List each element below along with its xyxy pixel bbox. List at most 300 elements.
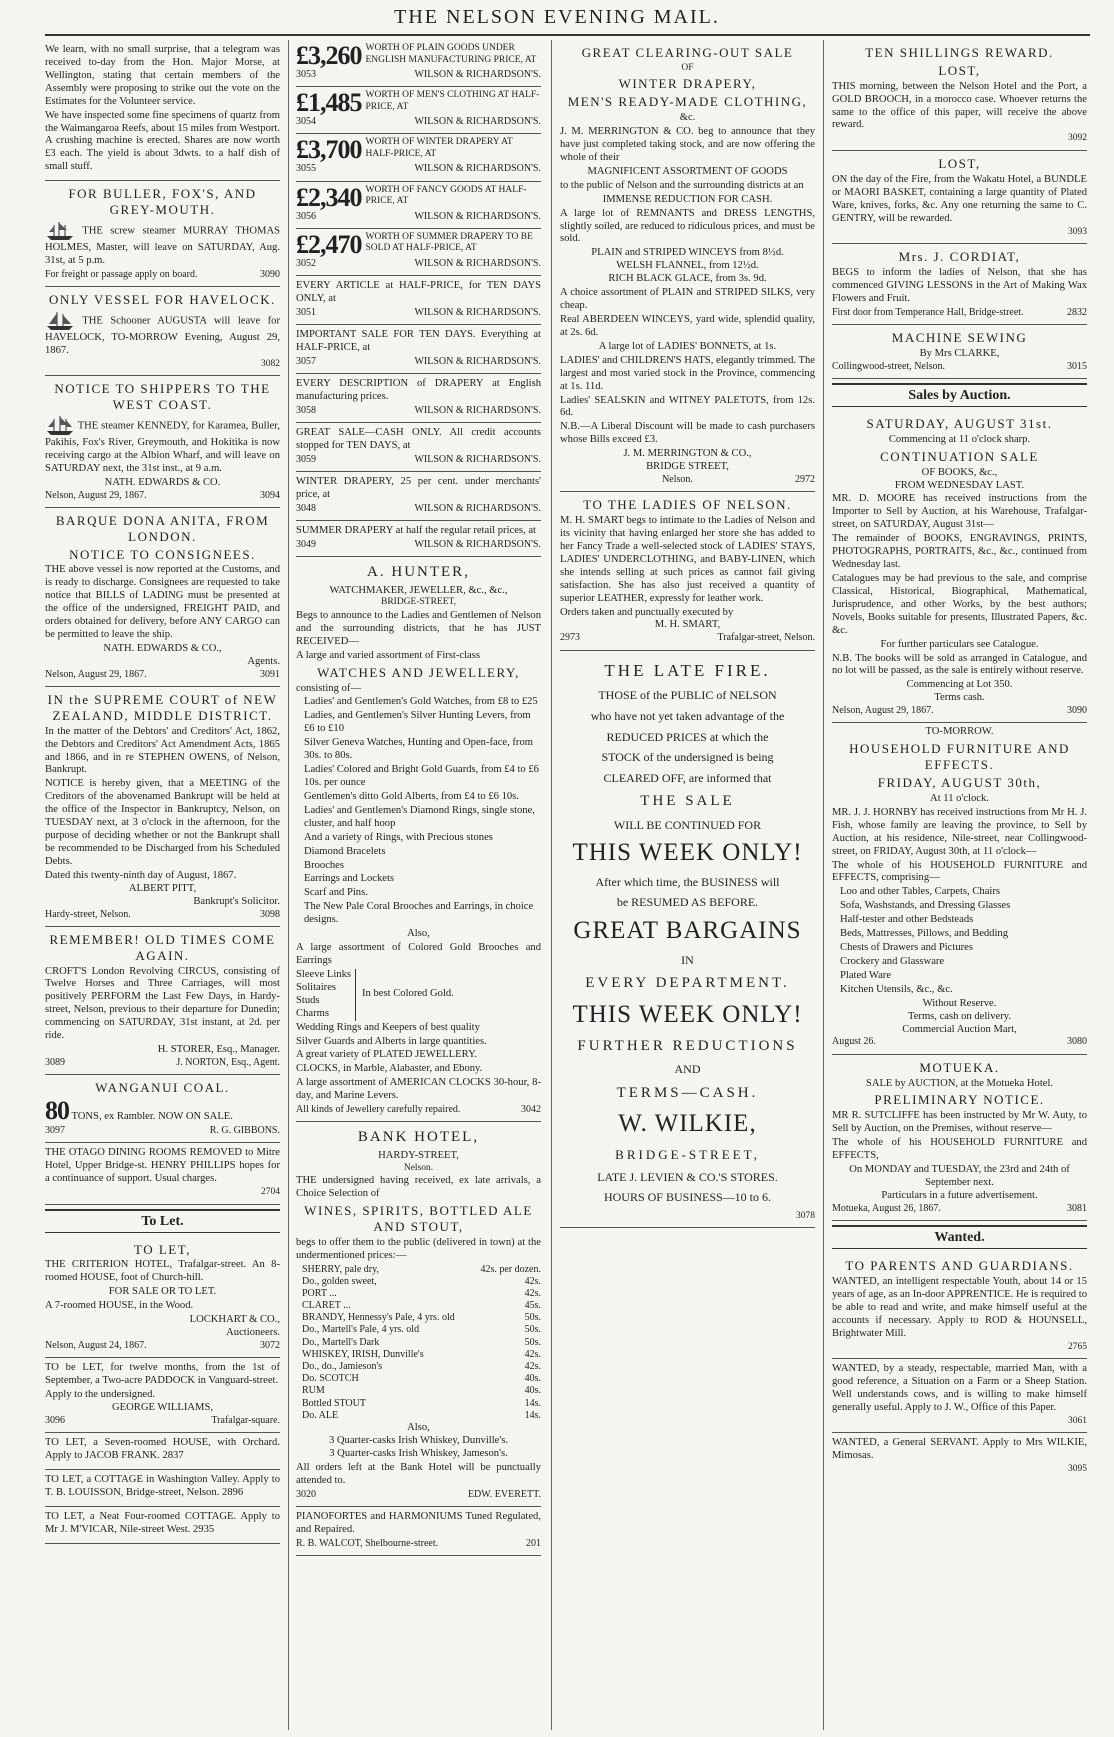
furniture-list [832,886,1087,996]
table-cell-price: 50s. [524,1324,541,1336]
list-item: Earrings and Lockets [304,873,395,885]
advert-text: Also, [407,928,430,940]
jewellery-more-list [296,1022,541,1104]
advert-date: August 26. [832,1036,876,1048]
advert-tolet [45,1470,280,1507]
advert-auction-furniture [832,723,1087,1054]
advert-address: Nelson. [403,1162,434,1173]
table-cell-price: 14s. [524,1409,541,1421]
advert-text: TO be LET, for twelve months, from the 1st of September, a Two-acre PADDOCK in Vanguard-street. [45,1362,280,1387]
advert-text: At 11 o'clock. [930,792,989,804]
advert-text: TONS, ex Rambler. NOW ON SALE. [71,1111,233,1123]
advert-text: EVERY ARTICLE at HALF-PRICE, for TEN DAYS ONLY, at [296,279,541,304]
table-row [296,1337,541,1349]
table-cell-item: Bottled STOUT [302,1397,366,1409]
list-item: Solitaires [296,981,337,993]
advert-ref: 3015 [1067,360,1087,372]
advert-date: Dated this twenty-ninth day of August, 1867. [45,869,237,881]
steamer-icon [45,415,75,437]
table-cell-price: 42s. [524,1287,541,1299]
advert-lost [832,151,1087,244]
advert-tolet [45,1507,280,1544]
list-item: Kitchen Utensils, &c., &c. [840,983,953,995]
advert-heading: WATCHES AND JEWELLERY, [317,664,520,680]
advert-text: WANTED, a General SERVANT. Apply to Mrs WILKIE, Mimosas. [832,1437,1087,1462]
advert-ref: 3048 [296,502,316,514]
advert-ref: 2765 [1068,1341,1087,1352]
list-item: Silver Guards and Alberts in large quantities. [296,1035,487,1047]
advert-text: ON the day of the Fire, from the Wakatu Hotel, a BUNDLE or MAORI BASKET, containing a large quantity of Plated Ware, knives, forks, &c. Any one returning the same to C. GENTRY, will be rewarded. [832,173,1087,224]
column-rule [823,40,824,1730]
advert-text: LADIES' and CHILDREN'S HATS, elegantly trimmed. The largest and most varied stock in the Province, commencing at 1s. 11d. [560,354,815,392]
price-description: WORTH OF SUMMER DRAPERY TO BE SOLD AT HALF-PRICE, AT [365,231,533,254]
table-cell-item: Do., golden sweet, [302,1275,377,1287]
advert-firm: WILSON & RICHARDSON'S. [414,404,541,416]
advert-servant [832,1433,1087,1480]
advert-ref: 3080 [1067,1036,1087,1048]
advert-ref: 3089 [45,1056,65,1068]
advert-piano [296,1507,541,1556]
advert-text: A large and varied assortment of First-class [296,649,480,661]
advert-text: A large lot of LADIES' BONNETS, at 1s. [598,340,777,352]
advert-title: MACHINE SEWING [891,329,1028,345]
advert-text: J. M. MERRINGTON & CO. beg to announce that they have just completed taking stock, and are now offering the whole of their [560,126,815,163]
advert-notice [296,374,541,423]
advert-ref: 3093 [1068,226,1087,237]
advert-title: GREAT CLEARING-OUT SALE [581,45,794,60]
gold-items-list [296,969,356,1021]
advert-ref: 2935 [193,1523,215,1535]
advert-footer [296,454,541,466]
advert-date: Motueka, August 26, 1867. [832,1202,941,1214]
list-item: The New Pale Coral Brooches and Earrings, in choice designs. [304,901,534,926]
advert-heading: WINES, SPIRITS, BOTTLED ALE AND STOUT, [304,1202,533,1234]
advert-ref: 3049 [296,539,316,551]
advert-address: HARDY-STREET, [378,1149,459,1161]
advert-text: THE steamer KENNEDY, for Karamea, Buller, Pakihis, Fox's River, Greymouth, and Hokitika is now receiving cargo at the Albion Wharf, and will leave on SATURDAY next, the 31st inst., at 9 a.m. [45,420,280,474]
list-item: Loo and other Tables, Carpets, Chairs [840,886,1000,898]
advert-ref: 2837 [162,1450,184,1461]
advert-text: Catalogues may be had previous to the sale, and comprise Classical, Historical, Biographical, Mathematical, Jurisprudence, and other Works, by the best authors; Novels, Books suitable for presents, Illustrated Papers, &c. &c. [832,572,1087,636]
advert-text: All kinds of Jewellery carefully repaired. [296,1104,461,1116]
advert-bank-hotel [296,1122,541,1506]
advert-signer: NATH. EDWARDS & CO., [103,642,222,654]
advert-address: Trafalgar-square. [211,1414,280,1426]
advert-text: THE OTAGO DINING ROOMS REMOVED to Mitre Hotel, Upper Bridge-st. HENRY PHILLIPS hopes for a continuance of support. Usual charges. [45,1147,280,1185]
advert-coal [45,1075,280,1143]
advert-ref: 3090 [260,268,280,280]
advert-text: A large lot of REMNANTS and DRESS LENGTHS, slightly soiled, are reduced to ridiculous prices, and must be sold. [560,207,815,245]
list-item: Chests of Drawers and Pictures [840,942,973,954]
advert-heading: IMMENSE REDUCTION FOR CASH. [602,193,773,205]
advert-text: Particulars in a future advertisement. [881,1189,1038,1201]
advert-text: In the matter of the Debtors' and Creditors' Act, 1862, the Debtors and Creditors' Act Amendment Acts, 1865 and 1866, and in re STEPHEN OWENS, of Nelson, Bankrupt. [45,725,280,776]
advert-title: Mrs. J. CORDIAT, [898,249,1021,265]
advert-date: Nelson, August 29, 1867. [45,668,147,680]
advert-text: THE undersigned having received, ex late arrivals, a Choice Selection of [296,1175,541,1200]
price-description: WORTH OF MEN'S CLOTHING AT HALF-PRICE, AT [365,90,540,112]
advert-signer-role: Auctioneers. [226,1327,280,1339]
advert-ref: 2973 [560,632,580,644]
advert-text: A 7-roomed HOUSE, in the Wood. [45,1300,194,1312]
advert-ref: 3078 [796,1210,815,1221]
list-item: Brooches [304,859,345,871]
advert-notice [296,521,541,557]
notice-adverts [296,276,541,557]
advert-title: BARQUE DONA ANITA, FROM LONDON. [55,512,270,544]
advert-line: After which time, the BUSINESS will [595,874,780,889]
advert-text: N.B. The books will be sold as arranged in Catalogue, and no lot will be passed, as the sale is entirely without reserve. [832,652,1087,677]
advert-title: TO PARENTS AND GUARDIANS. [845,1258,1074,1274]
advert-ref: 3058 [296,404,316,416]
news-paragraph: We have inspected some fine specimens of quartz from the Waimangaroa Reefs, about 15 miles from Westport. A crushing machine is erected. Shares are now worth £3 each. The yield is about 3dwts. to a half dish of small stuff. [45,109,280,173]
advert-price [296,229,541,276]
column-2 [296,40,541,1730]
column-1 [45,40,280,1730]
advert-text: MR. J. J. HORNBY has received instructions from Mr H. J. Fish, whose family are leaving the province, to Sell by Auction, at his residence, Nile-street, near Collingwood-street, on FRIDAY, August 30th, at 11 o'clock— [832,806,1087,857]
advert-firm: WILSON & RICHARDSON'S. [414,502,541,514]
advert-ref: 3096 [45,1414,65,1426]
advert-text: In best Colored Gold. [362,988,454,1000]
table-cell-price: 42s. [524,1361,541,1373]
advert-ref: 2896 [221,1486,244,1498]
advert-text: THE Schooner AUGUSTA will leave for HAVELOCK, TO-MORROW Evening, August 29, 1867. [45,315,280,356]
list-item: CLOCKS, in Marble, Alabaster, and Ebony. [296,1063,483,1075]
advert-ref: 3081 [1067,1202,1087,1214]
advert-sewing [832,325,1087,379]
advert-circus [45,927,280,1075]
advert-text: GREAT SALE—CASH ONLY. All credit accounts stopped for TEN DAYS, at [296,427,541,451]
advert-heading: MEN'S READY-MADE CLOTHING, [567,94,808,110]
advert-footer [296,69,541,81]
list-item: A great variety of PLATED JEWELLERY. [296,1049,478,1061]
advert-text: PIANOFORTES and HARMONIUMS Tuned Regulated, and Repaired. [296,1510,541,1535]
advert-subtitle: OF BOOKS, &c., [921,466,998,478]
advert-text: WANTED, by a steady, respectable, married Man, with a good reference, a Situation on a Farm or a Sheep Station. Well understands cows, and is willing to make himself generally useful. Apply to J. W., Office of this Paper. [832,1363,1087,1413]
advert-price [296,134,541,181]
advert-text: Ladies' SEALSKIN and WITNEY PALETOTS, from 12s. 6d. [560,394,815,419]
advert-date: FRIDAY, AUGUST 30th, [877,775,1042,791]
list-item: Scarf and Pins. [304,887,368,899]
list-item: Ladies, and Gentlemen's Silver Hunting Levers, from £6 to £10 [304,710,531,735]
news-item [45,40,280,181]
price-amount: £1,485 [296,88,362,118]
advert-line: IN [681,952,694,967]
advert-title: A. HUNTER, [367,564,470,581]
advert-title: HOUSEHOLD FURNITURE AND EFFECTS. [849,741,1070,773]
table-row [296,1276,541,1288]
advert-title: REMEMBER! OLD TIMES COME AGAIN. [49,931,276,963]
advert-shippers [45,376,280,508]
advert-text: OF [681,62,694,73]
jewellery-list [296,696,541,927]
advert-footer [296,503,541,515]
price-table [296,1264,541,1422]
table-cell-price: 45s. [524,1300,541,1312]
advert-ref: 3056 [296,210,316,222]
advert-text: The whole of his HOUSEHOLD FURNITURE and EFFECTS, comprising— [832,859,1087,884]
advert-signer: By Mrs CLARKE, [919,347,1000,359]
advert-line: HOURS OF BUSINESS—10 to 6. [603,1190,772,1205]
advert-signer: EDW. EVERETT. [467,1488,541,1500]
section-heading-wanted: Wanted. [832,1225,1087,1249]
advert-price [296,182,541,229]
advert-text: RICH BLACK GLACE, from 3s. 9d. [608,273,767,285]
advert-subtitle: NOTICE TO CONSIGNEES. [69,546,256,562]
advert-buller [45,181,280,287]
advert-line: WILL BE CONTINUED FOR [613,817,762,832]
table-cell-item: Do., Martell's Dark [302,1336,380,1348]
advert-ref: 3097 [45,1125,65,1137]
list-item: Beds, Mattresses, Pillows, and Bedding [840,928,1009,940]
advert-address: Hardy-street, Nelson. [45,908,131,920]
column-rule [288,40,289,1730]
schooner-icon [45,310,75,332]
list-item: Ladies' and Gentlemen's Diamond Rings, single stone, cluster, and half hoop [304,804,535,829]
advert-title: THE LATE FIRE. [604,660,771,680]
column-3 [560,40,815,1730]
advert-address: Commercial Auction Mart, [902,1023,1017,1035]
advert-text: All orders left at the Bank Hotel will be punctually attended to. [296,1461,541,1486]
advert-line: STOCK of the undersigned is being [601,750,774,765]
advert-text: 3 Quarter-casks Irish Whiskey, Dunville's. [328,1434,509,1446]
advert-subtitle: FOR SALE OR TO LET. [108,1286,217,1298]
advert-line: THOSE of the PUBLIC of NELSON [598,688,777,703]
advert-signer-role: Bankrupt's Solicitor. [193,895,280,907]
advert-footer [296,258,541,270]
advert-text: MR. D. MOORE has received instructions from the Importer to Sell by Auction, at his Warehouse, Trafalgar-street, on SATURDAY, August 31st— [832,493,1087,531]
advert-text: PLAIN and STRIPED WINCEYS from 8½d. [591,247,784,259]
advert-title: CONTINUATION SALE [880,448,1039,464]
advert-title: LOST, [938,155,981,171]
advert-text: Also, [407,1421,430,1433]
advert-address: BRIDGE STREET, [646,461,729,473]
table-cell-price: 14s. [524,1397,541,1409]
table-row [296,1373,541,1385]
advert-banner: THIS WEEK ONLY! [572,1000,803,1028]
list-item: Sleeve Links [296,968,352,980]
price-line [296,229,541,259]
advert-reward [832,40,1087,151]
advert-banner: W. WILKIE, [618,1110,757,1138]
advert-cordiat [832,244,1087,325]
advert-text: 3 Quarter-casks Irish Whiskey, Jameson's. [329,1447,508,1459]
advert-ref: 3098 [260,908,280,920]
advert-line: LATE J. LEVIEN & CO.'S STORES. [597,1169,778,1184]
advert-text: consisting of— [296,682,362,694]
advert-ref: 3095 [1068,1464,1087,1475]
advert-signer: M. H. SMART, [654,619,721,631]
advert-text: IMPORTANT SALE FOR TEN DAYS. Everything at HALF-PRICE, at [296,328,541,353]
advert-footer [296,405,541,417]
advert-ref: 3091 [260,668,280,680]
advert-firm: WILSON & RICHARDSON'S. [414,116,541,128]
advert-firm: WILSON & RICHARDSON'S. [414,210,541,222]
advert-text: EVERY DESCRIPTION of DRAPERY at English manufacturing prices. [296,378,541,402]
advert-title: TO LET, [134,1241,191,1257]
advert-text: The remainder of BOOKS, ENGRAVINGS, PRINTS, PHOTOGRAPHS, PORTRAITS, &c., &c., continued from Wednesday last. [832,533,1087,571]
advert-text: WELSH FLANNEL, from 12½d. [616,260,759,272]
advert-signer: R. B. WALCOT, Shelbourne-street. [296,1537,439,1549]
advert-signer: J. NORTON, Esq., Agent. [176,1056,280,1068]
advert-auction-books [832,411,1087,723]
advert-text: On MONDAY and TUESDAY, the 23rd and 24th of September next. [849,1164,1070,1188]
advert-firm: WILSON & RICHARDSON'S. [414,306,541,318]
advert-ref: 3082 [261,358,280,369]
advert-firm: WILSON & RICHARDSON'S. [414,453,541,465]
section-heading-auction: Sales by Auction. [832,383,1087,407]
section-heading-to-let: To Let. [45,1209,280,1233]
advert-motueka [832,1055,1087,1221]
list-item: Sofa, Washstands, and Dressing Glasses [840,900,1011,912]
coal-quantity: 80 [45,1096,69,1126]
advert-apprentice [832,1253,1087,1359]
advert-footer [296,307,541,319]
advert-ref: 3061 [1068,1415,1087,1426]
advert-text: Real ABERDEEN WINCEYS, yard wide, splendid quality, at 2s. 6d. [560,313,815,338]
advert-ref: 2972 [795,474,815,486]
table-row [296,1385,541,1397]
advert-title: IN the SUPREME COURT of NEW ZEALAND, MIDDLE DISTRICT. [47,691,278,723]
advert-ref: 3057 [296,355,316,367]
list-item: Gentlemen's ditto Gold Alberts, from £4 to £6 10s. [304,790,519,802]
price-line [296,90,541,116]
advert-signer: NATH. EDWARDS & CO. [104,476,221,488]
price-description: WORTH OF PLAIN GOODS UNDER ENGLISH MANUFACTURING PRICE, AT [365,43,537,65]
advert-heading: MAGNIFICENT ASSORTMENT OF GOODS [587,165,788,177]
advert-banner: GREAT BARGAINS [573,917,802,945]
table-cell-item: Do., Martell's Pale, 4 yrs. old [302,1324,420,1336]
table-row [296,1300,541,1312]
list-item: Half-tester and other Bedsteads [840,914,974,926]
advert-ref: 2832 [1067,306,1087,318]
list-item: A large assortment of AMERICAN CLOCKS 30-hour, 8-day, and Marine Levers. [296,1077,541,1102]
advert-text: N.B.—A Liberal Discount will be made to cash purchasers whose Bills exceed £3. [560,421,815,446]
advert-signer: J. M. MERRINGTON & CO., [623,448,752,460]
advert-text: TO LET, a COTTAGE in Washington Valley. Apply to T. B. LOUISSON, Bridge-street, Nelson. [45,1473,280,1498]
advert-address: Trafalgar-street, Nelson. [717,632,815,644]
advert-firm: WILSON & RICHARDSON'S. [414,355,541,367]
advert-signer: LOCKHART & CO., [189,1314,280,1326]
advert-notice [296,325,541,374]
price-description: WORTH OF WINTER DRAPERY AT HALF-PRICE, AT [365,137,513,159]
advert-title: FOR BULLER, FOX'S, AND GREY-MOUTH. [68,186,257,218]
advert-line: CLEARED OFF, are informed that [603,770,772,785]
advert-title: NOTICE TO SHIPPERS TO THE WEST COAST. [54,381,271,413]
advert-ref: 3059 [296,453,316,465]
table-cell-price: 42s. per dozen. [480,1263,541,1275]
advert-text: THIS morning, between the Nelson Hotel and the Port, a GOLD BROOCH, in a morocco case. Whoever returns the same to the office of this paper, will receive the above reward. [832,80,1087,131]
table-row [296,1288,541,1300]
advert-address: First door from Temperance Hall, Bridge-street. [832,306,1024,318]
masthead-rule [45,34,1090,36]
advert-line: BRIDGE-STREET, [615,1146,760,1162]
table-cell-price: 42s. [524,1348,541,1360]
advert-hunter [296,557,541,1122]
advert-text: TO LET, a Neat Four-roomed COTTAGE. Apply to Mr J. M'VICAR, Nile-street West. [45,1510,280,1535]
news-paragraph: We learn, with no small surprise, that a telegram was received to-day from the Hon. Major Morse, at Wellington, stating that certain members of the Assembly were proposing to strike out the vote on the Estimates for the Volunteer service. [45,44,280,107]
advert-ref: 3053 [296,69,316,80]
advert-address: Collingwood-street, Nelson. [832,360,946,372]
ship-icon [45,220,75,242]
advert-subtitle: WATCHMAKER, JEWELLER, &c., &c., [329,584,508,596]
list-item: Wedding Rings and Keepers of best quality [296,1021,480,1033]
advert-date: Nelson, August 29, 1867. [832,705,934,717]
advert-text: THE screw steamer MURRAY THOMAS HOLMES, Master, will leave on SATURDAY, Aug. 31st, at 5 p.m. [45,225,280,266]
advert-ref: 3092 [1068,133,1087,144]
advert-title: BANK HOTEL, [357,1129,480,1146]
advert-text: Orders taken and punctually executed by [560,606,734,618]
advert-text: TO LET, a Seven-roomed HOUSE, with Orchard. Apply to JACOB FRANK. [45,1437,280,1461]
advert-title: TO THE LADIES OF NELSON. [583,497,792,513]
advert-title: TEN SHILLINGS REWARD. [865,45,1054,60]
advert-notice [296,276,541,325]
list-item: Crockery and Glassware [840,955,945,967]
advert-line: be RESUMED AS BEFORE. [616,895,759,910]
list-item: Charms [296,1007,329,1019]
advert-text: Apply to the undersigned. [45,1389,156,1401]
advert-dining [45,1143,280,1204]
advert-subtitle: PRELIMINARY NOTICE. [874,1092,1045,1108]
list-item: Ladies' and Gentlemen's Gold Watches, from £8 to £25 [304,696,538,708]
advert-signer-role: Agents. [247,655,280,667]
price-amount: £3,700 [296,135,362,165]
price-adverts [296,40,541,276]
advert-ref: 3054 [296,116,316,128]
advert-ref: 3042 [521,1104,541,1116]
advert-ref: 201 [526,1537,541,1549]
advert-late-fire [560,651,815,1229]
advert-line: who have not yet taken advantage of the [590,708,785,723]
advert-firm: WILSON & RICHARDSON'S. [414,539,541,551]
advert-text: Commencing at Lot 350. [906,679,1013,691]
list-item: Plated Ware [840,969,892,981]
advert-text: THE CRITERION HOTEL, Trafalgar-street. An 8-roomed HOUSE, foot of Church-hill. [45,1259,280,1284]
advert-signer: R. G. GIBBONS. [209,1125,280,1137]
advert-footer [296,356,541,368]
advert-address: BRIDGE-STREET, [380,597,457,608]
advert-text: to the public of Nelson and the surrounding districts at an [560,179,804,191]
advert-text: THE above vessel is now reported at the Customs, and is ready to discharge. Consignees are requested to take notice that BILLS of LADING must be presented at the office of the undersigned, FREIGHT PAID, and orders obtained for delivery, before ANY CARGO can be permitted to leave the ship. [45,564,280,641]
table-cell-item: BRANDY, Hennessy's Pale, 4 yrs. old [302,1312,455,1324]
advert-date: Nelson, August 24, 1867. [45,1340,147,1352]
advert-ref: 3055 [296,163,316,175]
table-row [296,1410,541,1422]
advert-text: WANTED, an intelligent respectable Youth, about 14 or 15 years of age, as an In-door APPRENTICE. He is required to be able to read and write, and make himself useful at the accounts if necessary. Apply to ROD & HOUNSELL, Brightwater Mill. [832,1275,1087,1339]
advert-line: FURTHER REDUCTIONS [577,1038,798,1055]
advert-subtitle: TO-MORROW. [925,726,994,738]
price-amount: £2,340 [296,182,362,212]
advert-text: WINTER DRAPERY, 25 per cent. under merchants' price, at [296,476,541,500]
advert-situation [832,1359,1087,1433]
advert-barque [45,508,280,687]
advert-price [296,87,541,134]
table-row [296,1361,541,1373]
table-row [296,1398,541,1410]
list-item: And a variety of Rings, with Precious stones [304,831,493,843]
advert-clearing-sale [560,40,815,492]
advert-ref: 3094 [260,489,280,501]
list-item: Silver Geneva Watches, Hunting and Open-face, from 30s. to 80s. [304,737,533,762]
table-row [296,1312,541,1324]
advert-title: WANGANUI COAL. [95,1080,230,1096]
advert-text: A choice assortment of PLAIN and STRIPED SILKS, very cheap. [560,287,815,312]
advert-footer [296,211,541,223]
table-cell-price: 40s. [524,1373,541,1385]
advert-line: REDUCED PRICES at which the [606,729,769,744]
price-amount: £2,470 [296,229,362,259]
price-line [296,137,541,163]
